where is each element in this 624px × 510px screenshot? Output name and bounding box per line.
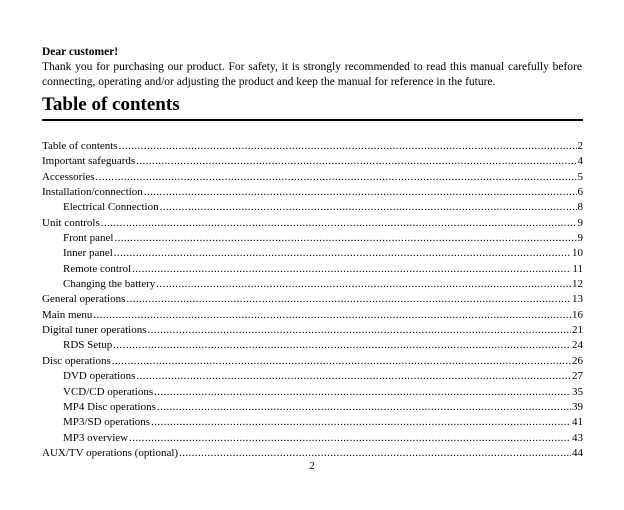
toc-entry[interactable] [42,323,583,338]
toc-leader-dots [101,216,577,231]
toc-entry-page: 26 [572,354,583,367]
toc-entry-page: 21 [572,324,583,337]
toc-entry-page: 12 [572,278,583,291]
toc-subentry[interactable] [42,246,583,261]
toc-leader-dots [96,170,577,185]
toc-entry[interactable] [42,354,583,369]
toc-subentry[interactable] [42,431,583,446]
intro-paragraph: Thank you for purchasing our product. For safety, it is strongly recommended to read this manual carefully before connecting, operating and/or adjusting the product and keep the manual for reference in the future. [42,61,582,88]
toc-entry-page: 35 [572,385,583,398]
toc-entry-label: AUX/TV operations (optional) [42,446,179,459]
toc-entry-label: Disc operations [42,354,111,367]
toc-entry[interactable] [42,308,583,323]
toc-entry-label: Accessories [42,170,95,183]
toc-subentry[interactable] [42,231,583,246]
page-number: 2 [309,460,315,472]
toc-leader-dots [151,415,571,430]
toc-subentry[interactable] [42,200,583,215]
toc-entry-label: Important safeguards [42,155,136,168]
toc-leader-dots [113,338,571,353]
toc-entry-label: Installation/connection [42,186,143,199]
toc-entry-label: Digital tuner operations [42,324,147,337]
toc-leader-dots [160,200,577,215]
toc-entry-page: 8 [577,201,583,214]
toc-entry-label: Table of contents [42,140,118,152]
toc-entry-page: 41 [572,416,583,429]
toc-entry-page: 27 [572,370,583,383]
toc-leader-dots [136,154,576,169]
toc-leader-dots [114,246,571,261]
toc-entry-page: 9 [577,232,583,245]
toc-entry-label: DVD operations [63,370,136,383]
greeting: Dear customer! [42,46,119,58]
toc-entry-page: 10 [572,247,583,260]
toc-entry-page: 43 [572,431,583,444]
toc-subentry[interactable] [42,415,583,430]
toc-entry[interactable] [42,154,583,169]
toc-entry-label: RDS Setup [63,339,113,352]
toc-subentry[interactable] [42,277,583,292]
toc-leader-dots [157,400,571,415]
toc-entry-page: 5 [577,170,583,183]
toc-entry-page: 11 [572,262,583,275]
toc-leader-dots [126,292,571,307]
toc-entry-page: 16 [572,308,583,321]
toc-leader-dots [156,277,571,292]
toc-subentry[interactable] [42,385,583,400]
toc-entry-page: 2 [577,140,583,152]
toc-leader-dots [119,139,577,154]
toc-leader-dots [129,431,571,446]
toc-entry-label: Inner panel [63,247,113,260]
toc-list [42,139,583,461]
toc-entry-label: Front panel [63,232,114,245]
toc-entry-page: 4 [577,155,583,168]
toc-entry-label: Main menu [42,308,93,321]
toc-entry-label: General operations [42,293,126,306]
toc-entry-label: Changing the battery [63,278,156,291]
toc-entry[interactable] [42,170,583,185]
toc-entry-page: 6 [577,186,583,199]
toc-entry[interactable] [42,185,583,200]
toc-leader-dots [93,308,571,323]
toc-entry-label: MP3/SD operations [63,416,151,429]
toc-entry[interactable] [42,139,583,154]
toc-entry-label: MP3 overview [63,431,129,444]
toc-entry-label: Electrical Connection [63,201,159,214]
heading-rule [42,119,583,121]
toc-leader-dots [114,231,576,246]
toc-entry-page: 24 [572,339,583,352]
toc-entry-page: 9 [577,216,583,229]
toc-entry-label: MP4 Disc operations [63,400,156,413]
toc-subentry[interactable] [42,400,583,415]
toc-leader-dots [154,385,571,400]
toc-leader-dots [112,354,571,369]
toc-entry-page: 13 [572,293,583,306]
toc-entry-label: Unit controls [42,216,100,229]
toc-subentry[interactable] [42,262,583,277]
toc-entry-page: 44 [572,446,583,459]
toc-heading: Table of contents [42,94,180,115]
toc-leader-dots [132,262,571,277]
toc-leader-dots [147,323,571,338]
toc-entry-label: Remote control [63,262,132,275]
toc-entry[interactable] [42,216,583,231]
toc-leader-dots [144,185,577,200]
toc-entry-label: VCD/CD operations [63,385,154,398]
toc-subentry[interactable] [42,338,583,353]
toc-entry-page: 39 [572,400,583,413]
toc-entry[interactable] [42,292,583,307]
toc-leader-dots [136,369,571,384]
toc-subentry[interactable] [42,369,583,384]
